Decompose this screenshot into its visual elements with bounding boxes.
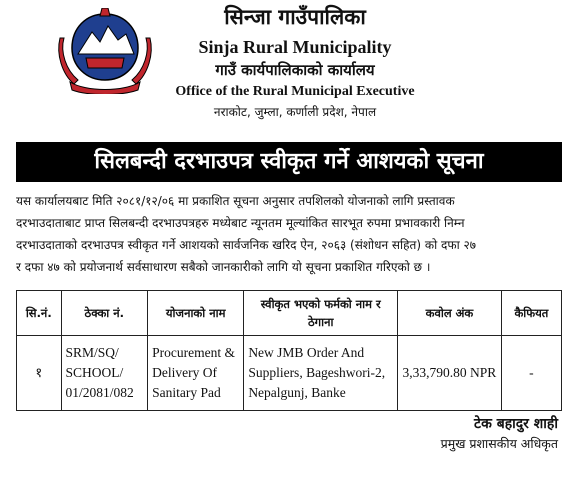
- cell-contract-no: SRM/SQ/ SCHOOL/ 01/2081/082: [61, 336, 148, 411]
- award-table: [16, 290, 562, 411]
- table-header-row: [17, 291, 562, 336]
- office-name-english: Office of the Rural Municipal Executive: [175, 84, 415, 99]
- notice-title-banner: सिलबन्दी दरभाउपत्र स्वीकृत गर्ने आशयको सूचना: [16, 142, 562, 182]
- signatory-designation: प्रमुख प्रशासकीय अधिकृत: [440, 436, 558, 451]
- office-address: नराकोट, जुम्ला, कर्णाली प्रदेश, नेपाल: [213, 105, 377, 119]
- header-firm: स्वीकृत भएको फर्मको नाम र ठेगाना: [244, 291, 398, 336]
- cell-project-name: Procurement & Delivery Of Sanitary Pad: [148, 336, 244, 411]
- notice-body: [16, 190, 562, 278]
- notice-body-line: दरभाउदाताबाट प्राप्त सिलबन्दी दरभाउपत्रहरु मध्येबाट न्यूनतम मूल्यांकित सारभूत रुपमा प्रभावकारी निम्न: [16, 216, 465, 230]
- government-emblem-icon: [56, 8, 154, 94]
- header-remarks: कैफियत: [501, 291, 561, 336]
- cell-firm: New JMB Order And Suppliers, Bageshwori-2, Nepalgunj, Banke: [244, 336, 398, 411]
- cell-bid-amount: 3,33,790.80 NPR: [398, 336, 502, 411]
- signatory-name: टेक बहादुर शाही: [474, 416, 558, 432]
- cell-serial: १: [17, 336, 62, 411]
- notice-body-line: दरभाउदाताको दरभाउपत्र स्वीकृत गर्ने आशयको सार्वजनिक खरिद ऐन, २०६३ (संशोधन सहित) को दफा २७: [16, 238, 477, 252]
- table-row: [17, 336, 562, 411]
- notice-body-line: र दफा ४७ को प्रयोजनार्थ सर्वसाधारण सबैको जानकारीको लागि यो सूचना प्रकाशित गरिएको छ ।: [16, 260, 431, 274]
- notice-body-line: यस कार्यालयबाट मिति २०८१/१२/०६ मा प्रकाशित सूचना अनुसार तपशिलको योजनाको लागि प्रस्तावक: [16, 194, 455, 208]
- header-bid-amount: कवोल अंक: [398, 291, 502, 336]
- header-project-name: योजनाको नाम: [148, 291, 244, 336]
- letterhead: [150, 4, 440, 120]
- cell-remarks: -: [501, 336, 561, 411]
- municipality-name-nepali: सिन्जा गाउँपालिका: [224, 5, 366, 29]
- header-contract-no: ठेक्का नं.: [61, 291, 148, 336]
- header-serial: सि.नं.: [17, 291, 62, 336]
- municipality-name-english: Sinja Rural Municipality: [198, 37, 392, 57]
- office-name-nepali: गाउँ कार्यपालिकाको कार्यालय: [215, 61, 375, 79]
- signature-block: [441, 414, 558, 454]
